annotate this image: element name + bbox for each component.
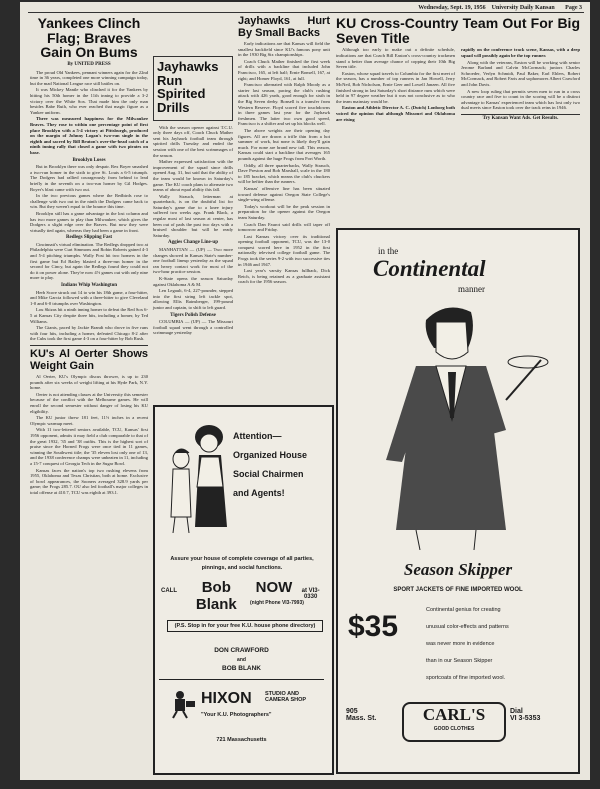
cross-country-bold-right: rapidly on the conference track scene, Kansas, with a deep squad will possibly again be the top runner. <box>461 47 580 58</box>
carls-logo-text: CARL'S <box>422 705 486 724</box>
continental-title: Continental <box>373 256 486 281</box>
jacket-description <box>426 602 571 687</box>
attention-block <box>233 427 329 503</box>
hixon-address: 721 Massachusetts <box>216 737 267 743</box>
article-paragraph: The KU junior threw 181 feet, 11½ inches in a recent Olympic warmup meet. <box>30 415 148 426</box>
camera-shop-label: CAMERA SHOP <box>265 697 307 703</box>
article-paragraph: With the season opener against T.C.U. only three days off, Coach Chuck Mather sent his Jayhawk football team through spirited drills Tuesday and ended the session with one of the best scrimmages of the season. <box>153 124 233 158</box>
desc-line-5: sportcoats of fine imported wool. <box>426 675 506 681</box>
article-paragraph: Oddly, all three quarterbacks, Wally Strauch, Dave Preston and Bob Marshall, scale in the 180 to 185 bracket, which means the club's chuckers will be heftier than the runners. <box>238 162 330 185</box>
newspaper-page <box>20 2 590 780</box>
header-date: Wednesday, Sept. 19, 1956 <box>418 5 486 11</box>
photographer-icon <box>169 689 199 719</box>
article-paragraph: Kansas' offensive line has been situated toward defense against Oregon State College's single-wing offense. <box>238 185 330 203</box>
subhead-brooklyn-loses: Brooklyn Loses <box>72 157 106 163</box>
header-rule <box>28 12 584 13</box>
article-paragraph: The proud Old Yankees, pennant winners again for the 22nd time in 36 years, completed one more winning campaign today, but the mad National League race still battles on. <box>30 69 148 86</box>
carls-ad <box>336 228 580 774</box>
man-in-jacket-illustration <box>356 300 556 550</box>
phone: VI 3-5353 <box>510 715 541 722</box>
subhead-aggies: Aggies Change Line-up <box>167 240 218 246</box>
hixon-name: HIXON <box>201 690 252 707</box>
jayhawks-hurt-headline: Jayhawks Hurt By Small Backs <box>238 15 330 39</box>
article-paragraph: Kansas faces the nation's top two rushing elevens from 1955, Oklahoma and Texas Christian, both at home. Exclusive of bowl appearances, the Sooners averaged 328.9 yards per game; the Frogs 285.7. OU also led football's major colleges in total offense at 410.7, TCU was eighth at 393.1. <box>30 467 148 495</box>
article-paragraph: Brooklyn still has a game advantage in the lost column and has two more games to play than Milwaukee, which gives the Dodgers a slight edge over the Braves. But now they were virtually tied again, whereas they had been a game in front. <box>30 210 148 233</box>
now-label: NOW <box>255 579 293 596</box>
bob-blank-ad <box>153 405 334 775</box>
article-paragraph: Although too early to make out a definite schedule, indications are that Coach Bill Easton's cross-country trackmen stand a better than average chance of copping their 10th Big Seven title. <box>336 47 455 70</box>
studio-label: STUDIO AND <box>265 691 300 697</box>
article-paragraph: Herb Score struck out 14 to win his 18th game, a four-hitter, and Mike Garcia followed with a three-hitter to give Cleveland 1-0 and 6-0 triumphs over Washington. <box>30 289 148 306</box>
article-paragraph: Early indications are that Kansas will field the smallest backfield since KU's famous pony unit in the 1930 Big Six championships. <box>238 41 330 58</box>
oerter-headline: KU's Al Oerter Shows Weight Gain <box>30 347 148 372</box>
article-paragraph: COLUMBIA — (UP) — The Missouri football squad went through a controlled scrimmage yesterday <box>153 319 233 336</box>
sport-jackets-line: SPORT JACKETS OF FINE IMPORTED WOOL <box>393 587 523 593</box>
article-paragraph: Cincinnati's virtual elimination. The Redlegs dropped two at Philadelphia were Curt Simmons and Robin Roberts gained 4-3 and 5-4 pitching triumphs. Wally Post hit two homers in the first game but Ed Bailey blasted a three-run homer in the second for Cincy, but again the Redlegs found they could not do it on power alone. They're now 4½ games out with only nine more to play. <box>30 241 148 281</box>
desc-line-4: than in our Season Skipper <box>426 658 493 664</box>
article-paragraph: Today's workout will be the peak session in preparation for the opener against the Oregon team Saturday. <box>238 203 330 220</box>
article-paragraph: Coach Dan Faurot said drills will taper off tomorrow and Friday. <box>238 221 330 233</box>
article-paragraph: With 11 two-lettered seniors available, TCU, Kansas' first 1956 opponent, admits it may field a club comparable to that of the great 1932, '35 and '38 outfits. This is the highest sort of praise since the Horned Frogs were once tied in 11 games, winning the Southwest title; the '35 eleven lost only one of 13, and the 1938 conference champs were unbeaten in 11, including a 15-7 conquest of Georgia Tech in the Sugar Bowl. <box>30 427 148 466</box>
call-label: CALL <box>161 588 177 594</box>
article-paragraph: Mather expressed satisfaction with the improvement of the squad since drills opened Aug. 31, but said that the ability of the team would be known in Saturday's game. The KU coach plans to alternate two teams of about equal ability this fall. <box>153 159 233 193</box>
address-street: Mass. St. <box>346 715 377 722</box>
jayhawks-run-headline: Jayhawks Run Spirited Drills <box>157 59 219 115</box>
good-clothes: GOOD CLOTHES <box>433 726 475 732</box>
yankees-headline: Yankees Clinch Flag; Braves Gain On Bums <box>37 15 141 61</box>
desc-line-3: was never more in evidence <box>426 641 495 647</box>
article-paragraph: It was Mickey Mantle who clinched it for the Yankees by hitting his 50th homer in the 11th inning to provide a 3-2 victory over the White Sox. That made him the only man besides Babe Ruth, who ever reached that magic figure as a Yankee uniform. <box>30 87 148 115</box>
studio-block <box>265 691 306 703</box>
in-the-label: in the <box>378 246 399 256</box>
jayhawks-run-box <box>153 56 233 121</box>
article-paragraph: Last year's varsity Kansas fullback, Dick Reich, is being retained as a graduate assistant coach for the 1956 season. <box>238 268 330 285</box>
page-header <box>418 5 582 11</box>
assure-text: Assure your house of complete coverage of all parties, pinnings, and social functions. <box>170 556 314 571</box>
bob-blank-credit: BOB BLANK <box>222 665 261 672</box>
price: $35 <box>348 610 399 643</box>
manner-label: manner <box>458 284 485 294</box>
article-paragraph: But in Brooklyn there was only despair. Rex Boyer smashed a two-run homer in the sixth to give St. Louis a 6-5 triumph. The Dodgers had rallied courageously from behind to lead briefly in the seventh on a two-run homer by Gil Hodges. Boyer's blast came with two out. <box>30 164 148 192</box>
article-paragraph: Lou Skizas hit a ninth inning homer to defeat the Red Sox 6-5 at Kansas City despite three hits, including a homer, by Ted Williams. <box>30 307 148 324</box>
ps-note: (P.S. Stop in for your free K.U. house phone directory) <box>167 620 323 632</box>
don-crawford: DON CRAWFORD <box>214 647 269 654</box>
party-couple-illustration <box>161 417 231 537</box>
call-row <box>161 579 326 613</box>
column-1 <box>30 16 148 497</box>
article-paragraph: Along with the veterans, Easton will be working with senior Jerome Barland and Calvin McCormack; juniors Charles Schroeder, Verlyn Schmidt, Paul Baker, Earl Ehlers, Robert McCormack, and Robert Faris and sophomores Albert Crawford and John Davis. <box>461 59 580 87</box>
article-paragraph: Easton, whose squad travels to Columbia for the first meet of the season, has a number of top runners in Jan Howell, Jerry McNeil, Bob Nicholson, Ernie Geer and Lowell Janzen. All five finished strong in last Saturday's short distance runs which were held in 97 degree weather but it was not conclusive as to who the team mainstay would be. <box>336 70 455 104</box>
article-paragraph: A new loop ruling that permits seven men to run in a cross country race and five to count in the scoring will be a distinct advantage to Kansas' experienced team which has lost only two dual meets since Easton took over the track reins in 1946. <box>461 88 580 111</box>
subhead-redlegs: Redlegs Slipping Fast <box>65 235 113 241</box>
cross-country-headline: KU Cross-Country Team Out For Big Seven Title <box>336 15 580 46</box>
article-paragraph: Al Oerter, KU's Olympic discus thrower, is up to 230 pounds after six weeks of weight lifting at his Hyde Park, N.Y. home. <box>30 374 148 391</box>
attention-line-2: Organized House <box>233 450 308 460</box>
desc-line-2: unusual color-effects and patterns <box>426 624 509 630</box>
article-paragraph: In the two previous games where the Redbirds rose to challenge with two out in the ninth the Dodgers came back to win. But they weren't equal to the bounce this time. <box>30 193 148 210</box>
article-paragraph: Wally Strauch, letterman at quarterback, is on the doubtful list for Saturday's game due to a knee injury suffered two weeks ago. Frank Black, a regular most of last season at center, has been out of pads the past two days with a bruised shoulder but will be ready Saturday. <box>153 193 233 238</box>
and-label: and <box>237 657 246 663</box>
header-page-number: Page 3 <box>565 5 582 11</box>
article-paragraph: The above weights are their opening day figures. All are drawn a trifle thin from a hot summer of work, but none is likely they'll gain much. For none are brand new tall. This reason, Kansas could start a backline that averages 165 pounds against the huge Frogs from Fort Worth. <box>238 128 330 161</box>
article-paragraph: Three was measured happiness for the Milwaukee Braves. They rose to within one percentage point of first place Brooklyn with a 5-4 victory at Pittsburgh, produced on the margin of Johnny Logan's two-run single in the eighth and sacred by Bill Bruton's over-the-head catch of a ninth inning rally that closed a game with two pirates on base. <box>30 116 148 155</box>
article-paragraph: Last Kansas victory over its traditional opening football opponent, TCU, was the 13-0 conquest scored here in 1952 in the first nationally televised college football game. The Frogs took the series 9-2 with two successive ties in 1946 and 1947. <box>238 233 330 267</box>
bob-blank-name: Bob Blank <box>195 579 237 613</box>
store-phone <box>510 708 540 722</box>
attention-line-4: and Agents! <box>233 488 285 498</box>
subhead-indians: Indians Whip Washington <box>61 283 117 289</box>
cross-country-bold-left: Easton and Athletic Director A. C. (Dutch) Lonborg both voiced the opinion that although Missouri and Oklahoma are rising <box>336 105 455 122</box>
article-paragraph: The Giants, paced by Jackie Brandt who drove in five runs with four hits, including a homer, defeated Chicago 8-2 after the Cubs took the first game 4-3 on a four-hitter by Bob Rush. <box>30 325 148 342</box>
article-paragraph: Francisco alternated with Ralph Moody as a starter last season, pacing the club's rushing attack with 426 yards, good enough for sixth in the Big Seven derby. Bonsell is a transfer from Western Reserve. Floyd scored five touchdowns in three games last year for the Jayhawk freshmen. The latter two own good speed, Francisco is a shifter and set up his blocks well. <box>238 82 330 127</box>
column-4 <box>336 16 580 123</box>
article-paragraph: Oerter is not attending classes at the University this semester because of the conflict with the Melbourne games. He will enroll the second semester without danger of losing his KU eligibility. <box>30 391 148 414</box>
desc-line-1: Continental genius for creating <box>426 607 501 613</box>
article-paragraph: K-State opens the season Saturday against Oklahoma A & M. <box>153 276 233 287</box>
column-3 <box>238 16 330 286</box>
attention-line-3: Social Chairmen <box>233 469 304 479</box>
night-phone: (night Phone VI3-7993) <box>250 600 304 606</box>
article-paragraph: MANHATTAN — (UP) — Two more changes showed in Kansas State's number-one football lineup yesterday as the squad ran heavy contact work for most of the two-hour practice session. <box>153 247 233 275</box>
address-number: 905 <box>346 708 358 715</box>
article-paragraph: Len Legault, 6-4, 227-pounder, stepped into the first string left tackle spot, allowing Ellis Rainsberger, 199-pound junior and captain, to shift to left guard. <box>153 288 233 310</box>
want-ads-tagline: Try Kansan Want Ads. Get Results. <box>482 115 559 121</box>
season-skipper-brand: Season Skipper <box>403 560 513 579</box>
article-paragraph: Coach Chuck Mather finished the first week of drills with a backline that included John Francisco, 165, at left half; Ernie Bonsell, 167, at right; and Homer Floyd, 161, at full. <box>238 58 330 81</box>
carls-logo <box>402 702 506 742</box>
subhead-tigers: Tigers Polish Defense <box>170 312 216 318</box>
header-paper-name: University Daily Kansan <box>491 5 555 11</box>
column-2 <box>153 16 233 337</box>
ku-photographers: "Your K.U. Photographers" <box>201 712 272 718</box>
store-address <box>346 708 376 722</box>
dial-label: Dial <box>510 708 523 715</box>
phone-number: at VI3-0330 <box>301 588 320 600</box>
attention-line-1: Attention— <box>233 431 282 441</box>
byline: By UNITED PRESS <box>67 62 111 68</box>
